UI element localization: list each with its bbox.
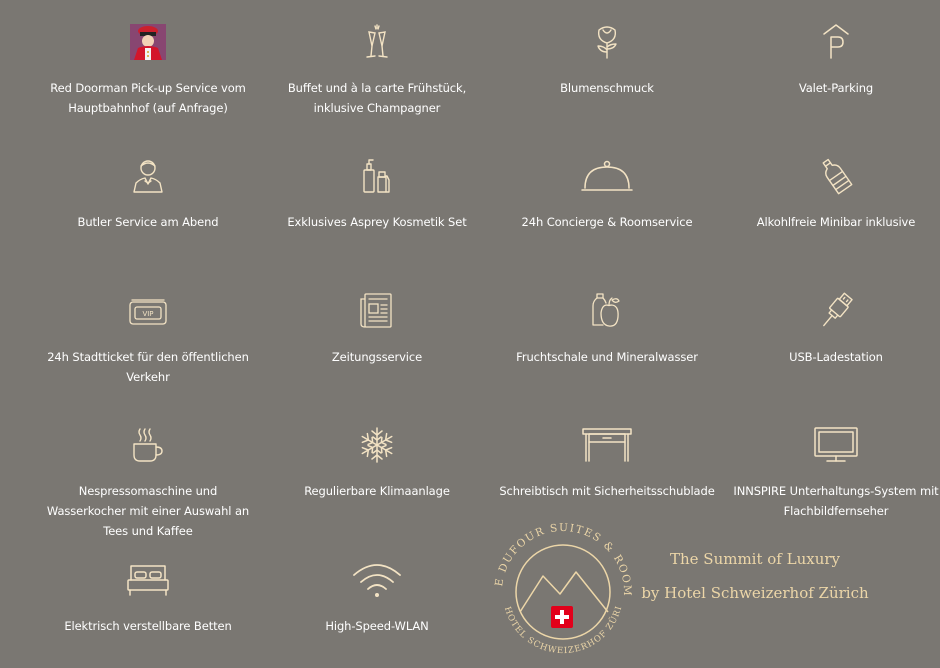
vip-ticket-icon <box>126 291 170 331</box>
amenity-label: Blumenschmuck <box>560 81 654 95</box>
amenity-item <box>262 22 492 118</box>
tagline-line2: by Hotel Schweizerhof Zürich <box>641 584 869 602</box>
newspaper-icon <box>357 291 397 331</box>
logo-bottom-text: HOTEL SCHWEIZERHOF ZÜRI <box>501 604 625 657</box>
amenity-item <box>492 22 722 98</box>
amenity-label: 24h Stadtticket für den öffentlichen Verkehr <box>47 350 249 384</box>
amenity-label: Butler Service am Abend <box>77 215 219 229</box>
parking-sign-icon <box>816 22 856 62</box>
wifi-icon <box>351 560 403 600</box>
amenity-item <box>492 425 722 501</box>
cosmetic-bottles-icon <box>357 156 397 196</box>
amenity-label: Schreibtisch mit Sicherheitsschublade <box>499 484 715 498</box>
amenity-item <box>721 425 940 521</box>
amenity-item <box>721 156 940 232</box>
dufour-suites-logo <box>488 516 638 664</box>
svg-text:VIP: VIP <box>142 310 154 318</box>
amenity-label: INNSPIRE Unterhaltungs-System mit Flachbildfernseher <box>733 484 939 518</box>
bottle-icon <box>816 156 856 196</box>
amenity-label: Exklusives Asprey Kosmetik Set <box>287 215 467 229</box>
amenity-item <box>721 22 940 98</box>
amenity-item <box>262 291 492 367</box>
amenity-item <box>33 156 263 232</box>
rose-icon <box>587 22 627 62</box>
amenity-item <box>33 425 263 541</box>
amenity-item <box>492 291 722 367</box>
amenity-label: High-Speed-WLAN <box>325 619 429 633</box>
amenity-label: Fruchtschale und Mineralwasser <box>516 350 698 364</box>
cloche-icon <box>580 156 634 196</box>
amenity-item <box>33 291 263 387</box>
amenity-item <box>262 156 492 232</box>
champagne-glasses-icon <box>357 22 397 62</box>
coffee-cup-icon <box>128 425 168 465</box>
amenity-label: Elektrisch verstellbare Betten <box>64 619 232 633</box>
amenity-label: 24h Concierge & Roomservice <box>521 215 693 229</box>
amenity-label: Buffet und à la carte Frühstück, inklusive Champagner <box>287 81 467 115</box>
tv-monitor-icon <box>812 425 860 465</box>
tagline-line1: The Summit of Luxury <box>669 550 841 568</box>
amenity-item <box>262 425 492 501</box>
amenity-item <box>721 291 940 367</box>
snowflake-icon <box>357 425 397 465</box>
usb-plug-icon <box>816 291 856 331</box>
amenity-label: USB-Ladestation <box>789 350 883 364</box>
amenity-label: Nespressomaschine und Wasserkocher mit einer Auswahl an Tees und Kaffee <box>46 484 250 538</box>
amenity-item <box>33 560 263 636</box>
amenity-item <box>33 22 263 118</box>
svg-text:THE DUFOUR SUITES & ROOMS <box>488 516 633 597</box>
amenity-label: Regulierbare Klimaanlage <box>304 484 450 498</box>
red-doorman-icon <box>128 22 168 62</box>
butler-icon <box>128 156 168 196</box>
bed-icon <box>125 560 171 600</box>
amenity-label: Alkohlfreie Minibar inklusive <box>756 215 916 229</box>
desk-icon <box>581 425 633 465</box>
amenity-label: Zeitungsservice <box>331 350 423 364</box>
amenity-label: Red Doorman Pick-up Service vom Hauptbahnhof (auf Anfrage) <box>50 81 246 115</box>
amenity-item <box>492 156 722 232</box>
amenity-item <box>262 560 492 636</box>
amenity-label: Valet-Parking <box>798 81 874 95</box>
fruit-water-icon <box>587 291 627 331</box>
logo-top-text: E DUFOUR SUITES & ROOM <box>493 521 634 598</box>
